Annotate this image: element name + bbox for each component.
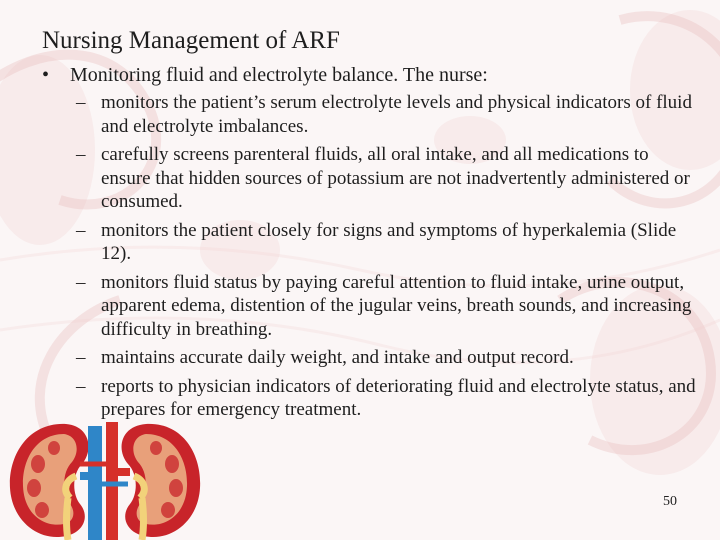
sub-bullet-item (76, 271, 701, 342)
dash-glyph: – (76, 144, 86, 165)
sub-bullet-text: maintains accurate daily weight, and intake and output record. (101, 347, 574, 368)
bullet-glyph: • (42, 64, 50, 86)
sub-bullet-item (76, 219, 701, 266)
main-bullet (40, 62, 680, 88)
sub-bullet-item (76, 143, 701, 214)
bullet-list (40, 62, 696, 427)
dash-glyph: – (76, 92, 86, 113)
sub-bullet-item (76, 375, 701, 422)
sub-bullet-list (40, 91, 696, 422)
main-bullet-text: Monitoring fluid and electrolyte balance. The nurse: (70, 64, 488, 86)
dash-glyph: – (76, 219, 86, 241)
slide-title: Nursing Management of ARF (42, 27, 340, 54)
sub-bullet-text: monitors the patient’s serum electrolyte levels and physical indicators of fluid and electrolyte imbalances. (101, 92, 692, 137)
dash-glyph: – (76, 375, 86, 397)
sub-bullet-text: carefully screens parenteral fluids, all oral intake, and all medications to ensure that hidden sources of potassium are not inadvertently administered or consumed. (101, 144, 690, 212)
sub-bullet-text: monitors fluid status by paying careful attention to fluid intake, urine output, apparent edema, distention of the jugular veins, breath sounds, and increasing difficulty in breathing. (101, 271, 692, 340)
sub-bullet-text: reports to physician indicators of deteriorating fluid and electrolyte status, and prepares for emergency treatment. (101, 375, 696, 420)
page-number: 50 (663, 494, 677, 509)
sub-bullet-text: monitors the patient closely for signs and symptoms of hyperkalemia (Slide 12). (101, 219, 677, 264)
dash-glyph: – (76, 347, 86, 368)
sub-bullet-item (76, 346, 701, 370)
kidney-illustration-icon (4, 418, 204, 540)
sub-bullet-item (76, 91, 701, 138)
dash-glyph: – (76, 271, 86, 293)
